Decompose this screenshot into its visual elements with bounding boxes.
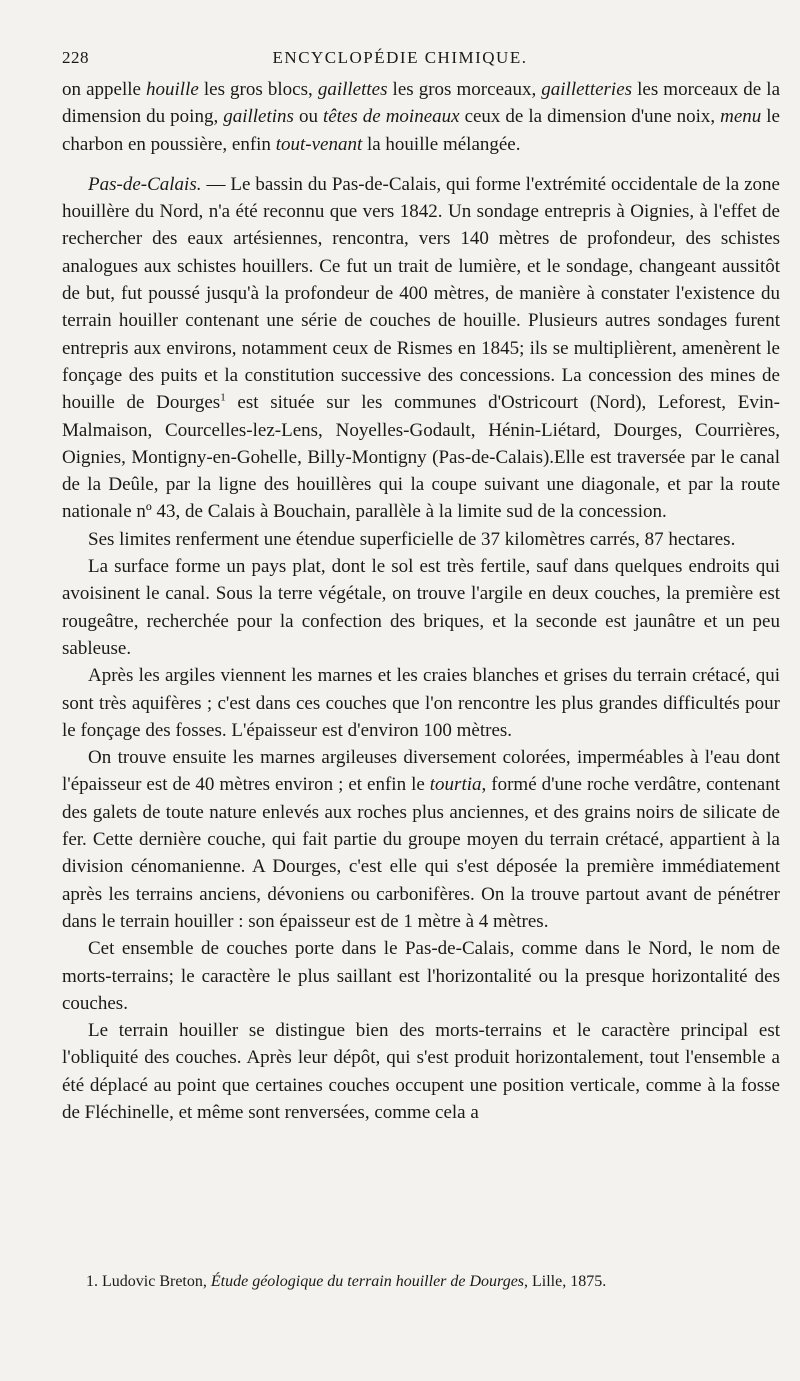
paragraph-clays-marls: Après les argiles viennent les marnes et les craies blanches et grises du terrain crétacé, qui sont très aquifères ; c'est dans ces couches que l'on rencontre les plus grandes difficultés pour le fonçage des fosses. L'épaisseur est d'environ 100 mètres. <box>62 665 780 741</box>
body-text <box>62 76 780 1126</box>
term-gaillettes: gaillettes <box>317 79 388 100</box>
paragraph-morts-terrains: Cet ensemble de couches porte dans le Pas-de-Calais, comme dans le Nord, le nom de morts-terrains; le caractère le plus saillant est l'horizontalité ou la presque horizontalité des couches. <box>62 938 780 1014</box>
footnote: 1. Ludovic Breton, Étude géologique du terrain houiller de Dourges, Lille, 1875. <box>86 1273 607 1290</box>
footnote-number: 1. <box>86 1273 98 1290</box>
term-houille: houille <box>146 79 199 100</box>
paragraph-surface: La surface forme un pays plat, dont le sol est très fertile, sauf dans quelques endroits qui avoisinent le canal. Sous la terre végétale, on trouve l'argile en deux couches, la première est rougeâtre, recherchée pour la confection des briques, et la seconde est jaunâtre et un peu sableuse. <box>62 556 780 659</box>
page-number: 228 <box>62 48 89 67</box>
section-heading: Pas-de-Calais. <box>88 173 202 195</box>
paragraph-limits: Ses limites renferment une étendue superficielle de 37 kilomètres carrés, 87 hectares. <box>88 528 736 550</box>
term-gailletins: gailletins <box>223 106 294 128</box>
term-tourtia: tourtia <box>429 774 482 796</box>
term-tetes-de-moineaux: têtes de moineaux <box>322 106 460 128</box>
running-title: ENCYCLOPÉDIE CHIMIQUE. <box>272 48 528 67</box>
term-menu: menu <box>720 106 762 128</box>
paragraph-pas-de-calais: Pas-de-Calais. — Le bassin du Pas-de-Calais, qui forme l'extrémité occidentale de la zone houillère du Nord, n'a été reconnu que vers 1842. Un sondage entrepris à Oignies, à l'effet de rechercher des eaux artésiennes, rencontra, vers 140 mètres de profondeur, des schistes analogues aux schistes houillers. Ce fut un trait de lumière, et le sondage, changeant aussitôt de but, fut poussé jusqu'à la profondeur de 400 mètres, de manière à constater l'existence du terrain houiller contenant une série de couches de houille. Plusieurs autres sondages furent entrepris aux environs, notamment ceux de Rismes en 1845; ils se multiplièrent, amenèrent le fonçage des puits et la constitution successive des concessions. La concession des mines de houille de Dourges$^1$ est située sur les communes d'Ostricourt (Nord), Leforest, Evin-Malmaison, Courcelles-lez-Lens, Noyelles-Godault, Hénin-Liétard, Dourges, Courrières, Oignies, Montigny-en-Gohelle, Billy-Montigny (Pas-de-Calais).Elle est traversée par le canal de la Deûle, par la ligne des houillères qui la coupe suivant une diagonale, et par la route nationale nº 43, de Calais à Bouchain, parallèle à la limite sud de la concession. <box>62 173 780 523</box>
paragraph-coal-sizes: on appelle houille les gros blocs, gaillettes les gros morceaux, gailletteries les morceaux de la dimension du poing, gailletins ou têtes de moineaux ceux de la dimension d'une noix, menu le charbon en poussière, enfin tout-venant la houille mélangée. <box>62 79 781 155</box>
term-gailletteries: gailletteries <box>541 79 633 100</box>
paragraph-tourtia: On trouve ensuite les marnes argileuses diversement colorées, imperméables à l'eau dont l'épaisseur est de 40 mètres environ ; et enfin le tourtia, formé d'une roche verdâtre, contenant des galets de toute nature enlevés aux roches plus anciennes, et des grains noirs de silicate de fer. Cette dernière couche, qui fait partie du groupe moyen du terrain crétacé, appartient à la division cénomanienne. A Dourges, c'est elle qui s'est déposée la première immédiatement après les terrains anciens, dévoniens ou carbonifères. On la trouve partout avant de pénétrer dans le terrain houiller : son épaisseur est de 1 mètre à 4 mètres. <box>62 747 780 932</box>
term-tout-venant: tout-venant <box>275 133 363 155</box>
footnote-title: Étude géologique du terrain houiller de Dourges <box>210 1273 525 1290</box>
paragraph-terrain-houiller: Le terrain houiller se distingue bien des morts-terrains et le caractère principal est l'obliquité des couches. Après leur dépôt, qui s'est produit horizontalement, tout l'ensemble a été déplacé au point que certaines couches occupent une position verticale, comme à la fosse de Fléchinelle, et même sont renversées, comme cela a <box>62 1020 780 1123</box>
footnote-reference: 1 <box>220 391 226 404</box>
